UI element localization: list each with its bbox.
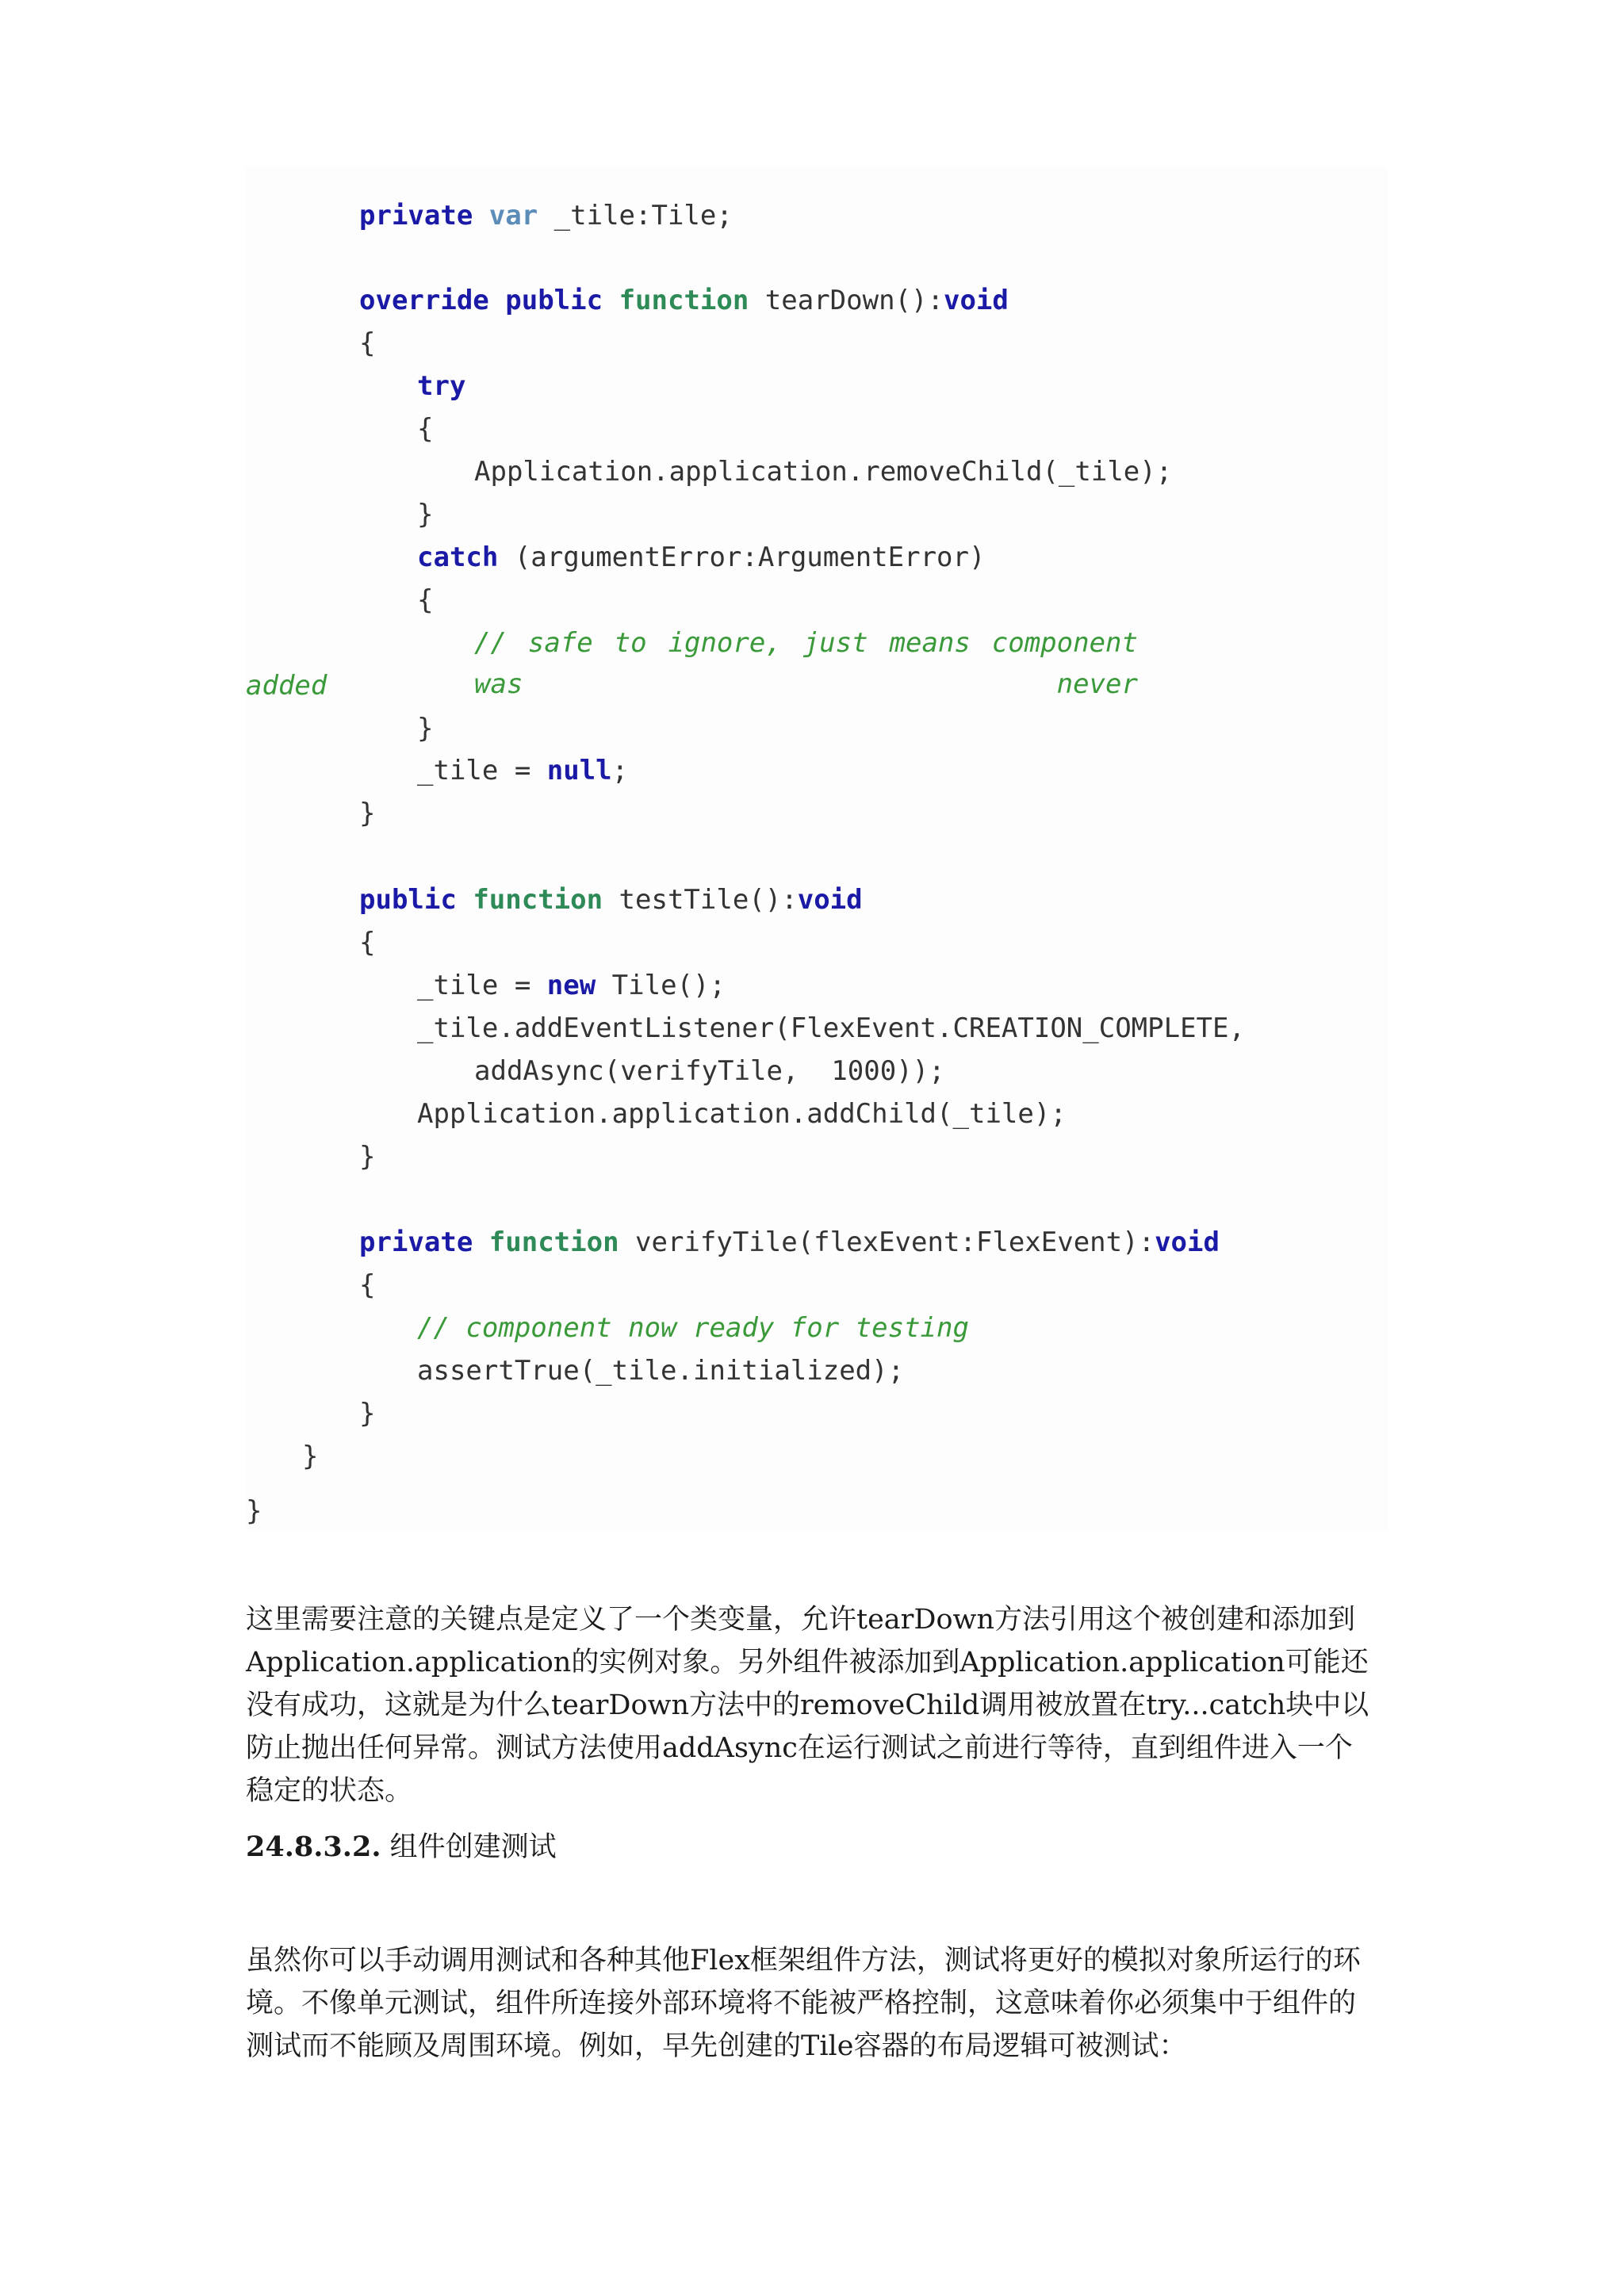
- intro-paragraph: 虽然你可以手动调用测试和各种其他Flex框架组件方法，测试将更好的模拟对象所运行的环境。不像单元测试，组件所连接外部环境将不能被严格控制，这意味着你必须集中于组件的测试而不能顾及周围环境。例如，早先创建的Tile容器的布局逻辑可被测试：: [246, 1945, 1361, 2062]
- code-text: [603, 285, 619, 316]
- code-keyword: void: [1155, 1226, 1220, 1258]
- code-text: (argumentError:ArgumentError): [498, 541, 986, 573]
- code-text: _tile:Tile;: [538, 200, 733, 232]
- code-text: }: [359, 798, 376, 829]
- code-text: Application.application.addChild(_tile);: [417, 1098, 1067, 1130]
- code-text: [473, 200, 488, 232]
- code-text: verifyTile(flexEvent:FlexEvent):: [619, 1226, 1155, 1258]
- code-keyword: public: [505, 285, 603, 316]
- code-text: [457, 884, 473, 916]
- section-number: 24.8.3.2.: [246, 1831, 381, 1863]
- code-keyword: private: [359, 1226, 473, 1258]
- code-text: tearDown():: [749, 285, 944, 316]
- section-heading: [246, 1826, 1380, 1869]
- code-line: [417, 365, 465, 407]
- code-text: {: [417, 584, 434, 616]
- section-title: 组件创建测试: [389, 1831, 557, 1863]
- code-text: Application.application.removeChild(_tile);: [474, 456, 1173, 488]
- code-line: [417, 494, 433, 535]
- code-line: [417, 537, 985, 578]
- code-text: _tile.addEventListener(FlexEvent.CREATION_COMPLETE,: [417, 1012, 1245, 1044]
- code-text: }: [359, 1141, 376, 1173]
- code-text: [489, 285, 505, 316]
- code-line: [417, 580, 433, 621]
- code-keyword: void: [943, 285, 1009, 316]
- code-line: [417, 1307, 969, 1349]
- code-line: [417, 708, 433, 749]
- code-text: }: [417, 499, 434, 530]
- code-line: [359, 323, 375, 364]
- code-keyword: public: [359, 884, 457, 916]
- code-text: }: [359, 1398, 376, 1429]
- code-text: ;: [611, 755, 629, 786]
- code-line: [417, 1008, 1245, 1049]
- code-line: [359, 1222, 1220, 1263]
- code-keyword: function: [619, 285, 749, 316]
- code-line: [359, 280, 1009, 321]
- code-keyword: void: [797, 884, 863, 916]
- code-text: {: [359, 927, 376, 959]
- code-text: Tile();: [596, 970, 726, 1001]
- code-text: assertTrue(_tile.initialized);: [417, 1355, 905, 1387]
- code-line: [417, 1093, 1067, 1135]
- code-text: }: [302, 1441, 319, 1472]
- code-line: [359, 195, 733, 236]
- code-line: [417, 965, 726, 1006]
- code-text: }: [417, 713, 434, 744]
- code-comment: // component now ready for testing: [417, 1312, 969, 1344]
- code-text: _tile =: [417, 970, 547, 1001]
- code-line: [417, 750, 628, 791]
- code-line: [359, 1393, 375, 1434]
- code-text: {: [359, 1269, 376, 1301]
- code-text: {: [359, 327, 376, 359]
- code-comment: // safe to ignore, just means component was never: [474, 627, 1138, 700]
- code-line: [359, 879, 863, 920]
- code-line: [246, 665, 327, 706]
- code-line: [474, 451, 1172, 492]
- code-keyword: try: [417, 370, 466, 402]
- code-line: [359, 1136, 375, 1177]
- code-line: [246, 1490, 262, 1532]
- code-text: {: [417, 413, 434, 445]
- code-line: [474, 622, 1138, 700]
- code-keyword: function: [473, 884, 603, 916]
- code-comment: added: [246, 670, 327, 702]
- code-keyword: var: [488, 200, 538, 232]
- code-line: [359, 1265, 375, 1306]
- code-text: }: [246, 1495, 262, 1527]
- code-line: [359, 793, 375, 834]
- explanation-paragraph: 这里需要注意的关键点是定义了一个类变量，允许tearDown方法引用这个被创建和添加到Application.application的实例对象。另外组件被添加到Application.application可能还没有成功，这就是为什么tearDown方法中的removeChild调用被放置在try...catch块中以防止抛出任何异常。测试方法使用addAsync在运行测试之前进行等待，直到组件进入一个稳定的状态。: [246, 1604, 1369, 1807]
- code-text: _tile =: [417, 755, 547, 786]
- code-keyword: catch: [417, 541, 499, 573]
- code-text: testTile():: [603, 884, 798, 916]
- code-keyword: override: [359, 285, 489, 316]
- code-line: [359, 922, 375, 963]
- code-line: [302, 1436, 318, 1477]
- code-keyword: new: [546, 970, 596, 1001]
- code-keyword: null: [546, 755, 612, 786]
- code-keyword: private: [359, 200, 473, 232]
- code-keyword: function: [488, 1226, 619, 1258]
- code-text: [473, 1226, 488, 1258]
- code-line: [474, 1050, 945, 1092]
- code-text: addAsync(verifyTile, 1000));: [474, 1055, 945, 1087]
- code-line: [417, 408, 433, 450]
- code-line: [417, 1350, 904, 1391]
